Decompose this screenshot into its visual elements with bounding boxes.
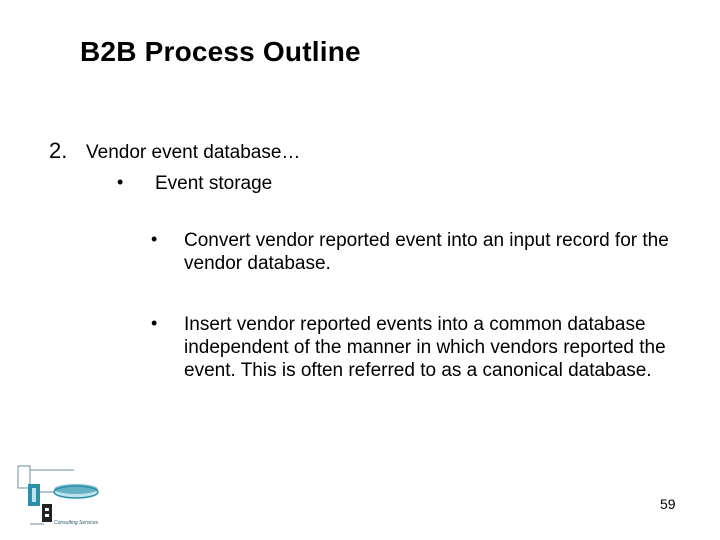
section-heading: Vendor event database… (86, 142, 301, 163)
logo-text: Consulting Services (54, 520, 99, 526)
subheading: Event storage (155, 173, 273, 194)
slide-title: B2B Process Outline (80, 36, 361, 67)
section-number: 2. (49, 138, 68, 163)
point-text: Convert vendor reported event into an input record for the vendor database. (184, 230, 669, 274)
company-logo-icon (14, 462, 106, 528)
subheading-bullet: • (117, 172, 124, 192)
point-bullet: • (151, 313, 158, 333)
point-text: Insert vendor reported events into a common database independent of the manner in which vendors reported the event. This is often referred to as a canonical database. (184, 314, 666, 381)
point-bullet: • (151, 229, 158, 249)
page-number: 59 (660, 496, 676, 512)
